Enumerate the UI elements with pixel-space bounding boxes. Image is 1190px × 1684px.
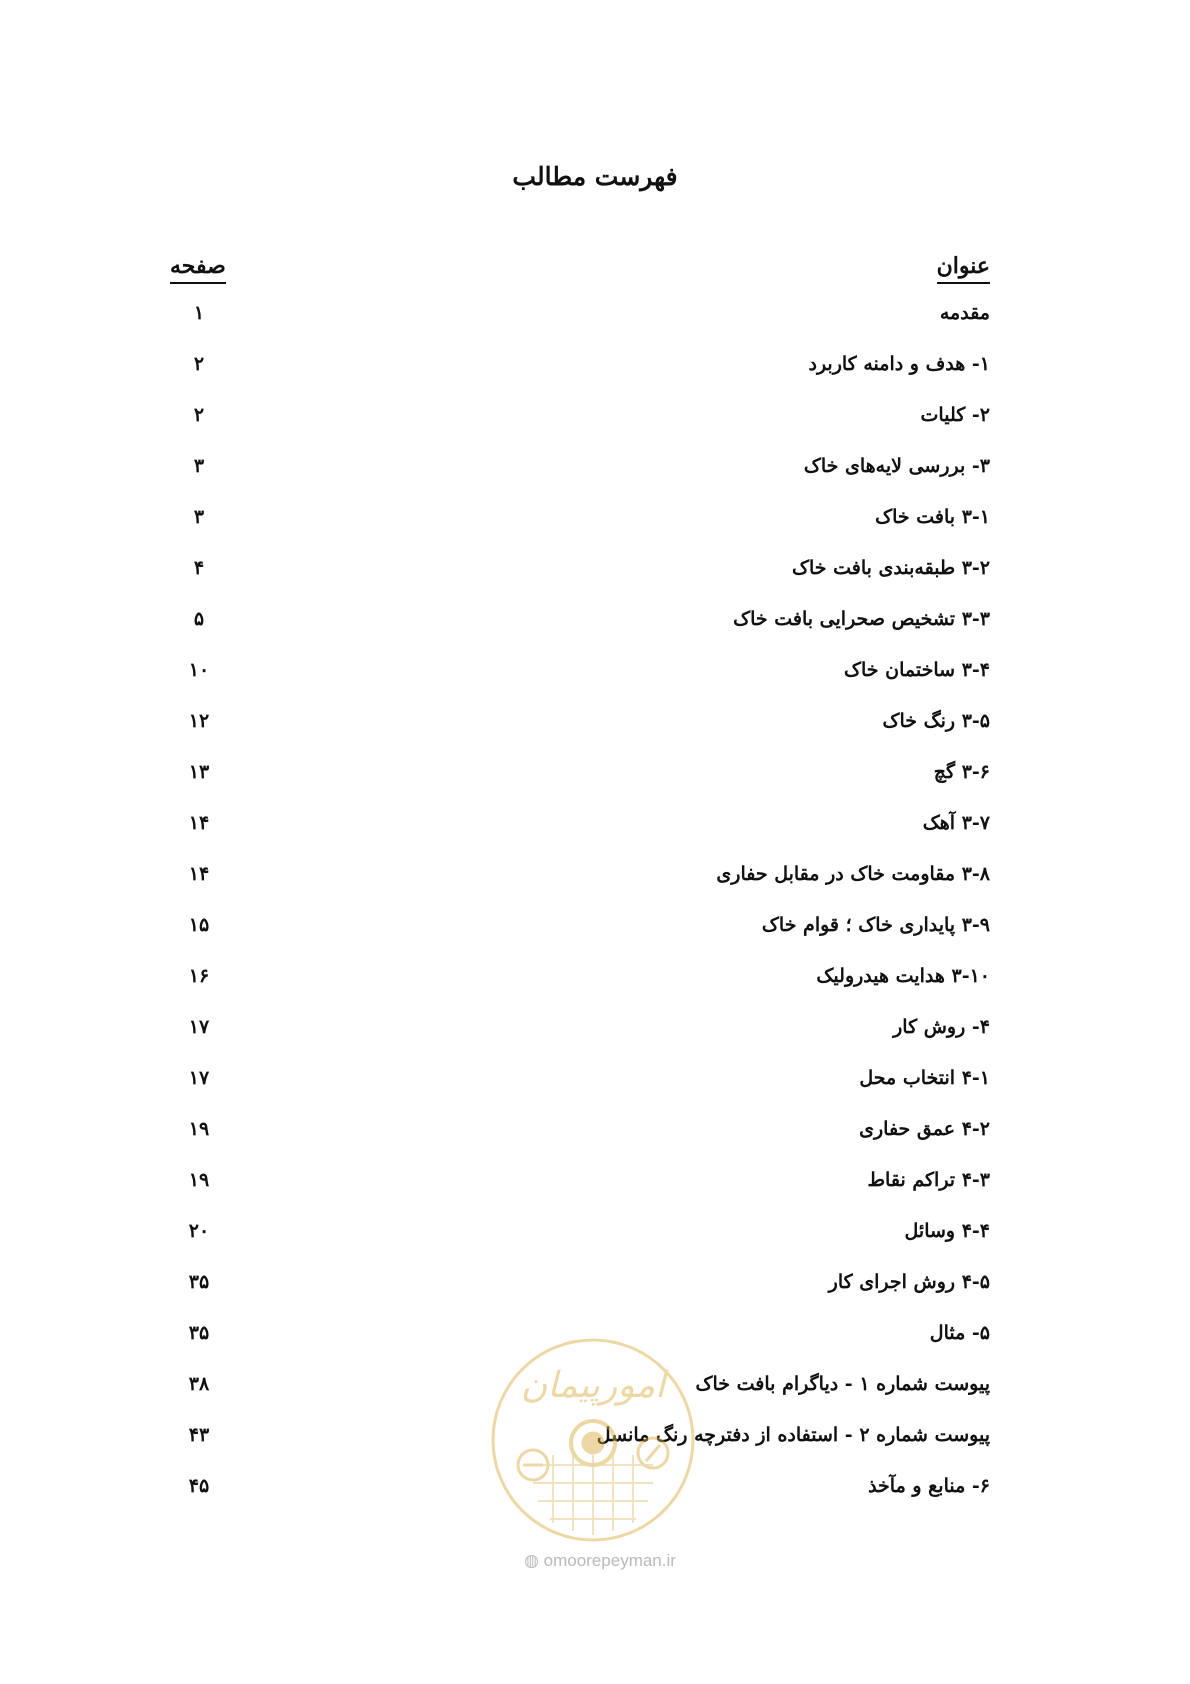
toc-entry[interactable]	[170, 404, 990, 455]
toc-entry-title: پیوست شماره ۱ - دیاگرام بافت خاک	[695, 1373, 990, 1395]
table-of-contents	[170, 302, 990, 1526]
toc-entry[interactable]	[170, 1475, 990, 1526]
toc-entry-title: مقدمه	[939, 302, 990, 324]
toc-entry-title: ۳-۱۰ هدایت هیدرولیک	[816, 965, 990, 987]
toc-entry[interactable]	[170, 1322, 990, 1373]
toc-entry-page: ۱۶	[188, 965, 210, 987]
toc-entry-page: ۴۵	[188, 1475, 210, 1497]
toc-entry-page: ۳۸	[188, 1373, 210, 1395]
title-column-header: عنوان	[937, 253, 990, 284]
watermark-url	[500, 1551, 700, 1571]
toc-entry-page: ۱۹	[188, 1169, 210, 1191]
toc-entry[interactable]	[170, 557, 990, 608]
toc-entry-title: ۳-۷ آهک	[922, 812, 990, 834]
toc-entry-page: ۲	[193, 353, 205, 375]
toc-entry-page: ۲	[193, 404, 205, 426]
watermark-logo-text: امورپیمان	[520, 1365, 666, 1406]
toc-entry-page: ۳	[193, 455, 205, 477]
toc-entry[interactable]	[170, 353, 990, 404]
toc-entry-title: ۳-۶ گچ	[933, 761, 990, 783]
toc-entry[interactable]	[170, 1220, 990, 1271]
toc-entry[interactable]	[170, 710, 990, 761]
toc-entry-title: ۶- منابع و مآخذ	[868, 1475, 990, 1497]
toc-entry[interactable]	[170, 812, 990, 863]
toc-entry[interactable]	[170, 914, 990, 965]
toc-entry-page: ۳۵	[188, 1322, 210, 1344]
globe-icon: ◍	[524, 1551, 539, 1570]
toc-entry-title: ۳-۵ رنگ خاک	[882, 710, 990, 732]
toc-entry-page: ۱۷	[188, 1016, 210, 1038]
toc-entry-title: ۳-۴ ساختمان خاک	[844, 659, 990, 681]
toc-entry-title: ۳-۹ پایداری خاک ؛ قوام خاک	[761, 914, 990, 936]
toc-entry-title: پیوست شماره ۲ - استفاده از دفترچه رنگ مانسل	[596, 1424, 990, 1446]
toc-entry-page: ۳	[193, 506, 205, 528]
toc-entry-page: ۵	[193, 608, 205, 630]
toc-entry[interactable]	[170, 761, 990, 812]
toc-entry-title: ۴-۳ تراکم نقاط	[867, 1169, 990, 1191]
toc-entry[interactable]	[170, 455, 990, 506]
toc-entry-title: ۴-۱ انتخاب محل	[859, 1067, 990, 1089]
toc-entry-title: ۴-۲ عمق حفاری	[859, 1118, 990, 1140]
toc-entry-page: ۱۴	[188, 863, 210, 885]
toc-entry[interactable]	[170, 1373, 990, 1424]
toc-entry-page: ۳۵	[188, 1271, 210, 1293]
watermark-url-text: omoorepeyman.ir	[543, 1551, 676, 1570]
toc-entry-title: ۳-۲ طبقه‌بندی بافت خاک	[791, 557, 990, 579]
toc-entry-page: ۱۴	[188, 812, 210, 834]
toc-entry-page: ۱۰	[188, 659, 210, 681]
toc-entry-title: ۴- روش کار	[893, 1016, 990, 1038]
toc-entry-title: ۳-۸ مقاومت خاک در مقابل حفاری	[716, 863, 990, 885]
toc-entry-page: ۱۹	[188, 1118, 210, 1140]
toc-entry[interactable]	[170, 1016, 990, 1067]
toc-entry[interactable]	[170, 1067, 990, 1118]
toc-entry[interactable]	[170, 506, 990, 557]
toc-entry-page: ۱۵	[188, 914, 210, 936]
toc-entry-page: ۴۳	[188, 1424, 210, 1446]
toc-entry-title: ۳-۱ بافت خاک	[875, 506, 990, 528]
toc-entry[interactable]	[170, 1118, 990, 1169]
toc-entry-title: ۳-۳ تشخیص صحرایی بافت خاک	[733, 608, 990, 630]
toc-entry-page: ۴	[193, 557, 205, 579]
toc-entry[interactable]	[170, 302, 990, 353]
toc-entry-title: ۵- مثال	[929, 1322, 990, 1344]
toc-entry-page: ۱۷	[188, 1067, 210, 1089]
page-title: فهرست مطالب	[512, 161, 678, 191]
toc-entry-title: ۳- بررسی لایه‌های خاک	[803, 455, 990, 477]
toc-entry[interactable]	[170, 965, 990, 1016]
toc-entry[interactable]	[170, 659, 990, 710]
toc-entry-title: ۴-۵ روش اجرای کار	[828, 1271, 990, 1293]
page-column-header: صفحه	[170, 253, 226, 284]
toc-entry[interactable]	[170, 1169, 990, 1220]
toc-entry-title: ۲- کلیات	[920, 404, 990, 426]
toc-entry[interactable]	[170, 863, 990, 914]
toc-entry-page: ۱۳	[188, 761, 210, 783]
toc-entry-title: ۱- هدف و دامنه کاربرد	[808, 353, 990, 375]
toc-entry-page: ۲۰	[188, 1220, 210, 1242]
toc-entry[interactable]	[170, 1271, 990, 1322]
toc-entry[interactable]	[170, 1424, 990, 1475]
toc-entry-title: ۴-۴ وسائل	[904, 1220, 990, 1242]
toc-entry[interactable]	[170, 608, 990, 659]
toc-entry-page: ۱	[193, 302, 205, 324]
toc-entry-page: ۱۲	[188, 710, 210, 732]
